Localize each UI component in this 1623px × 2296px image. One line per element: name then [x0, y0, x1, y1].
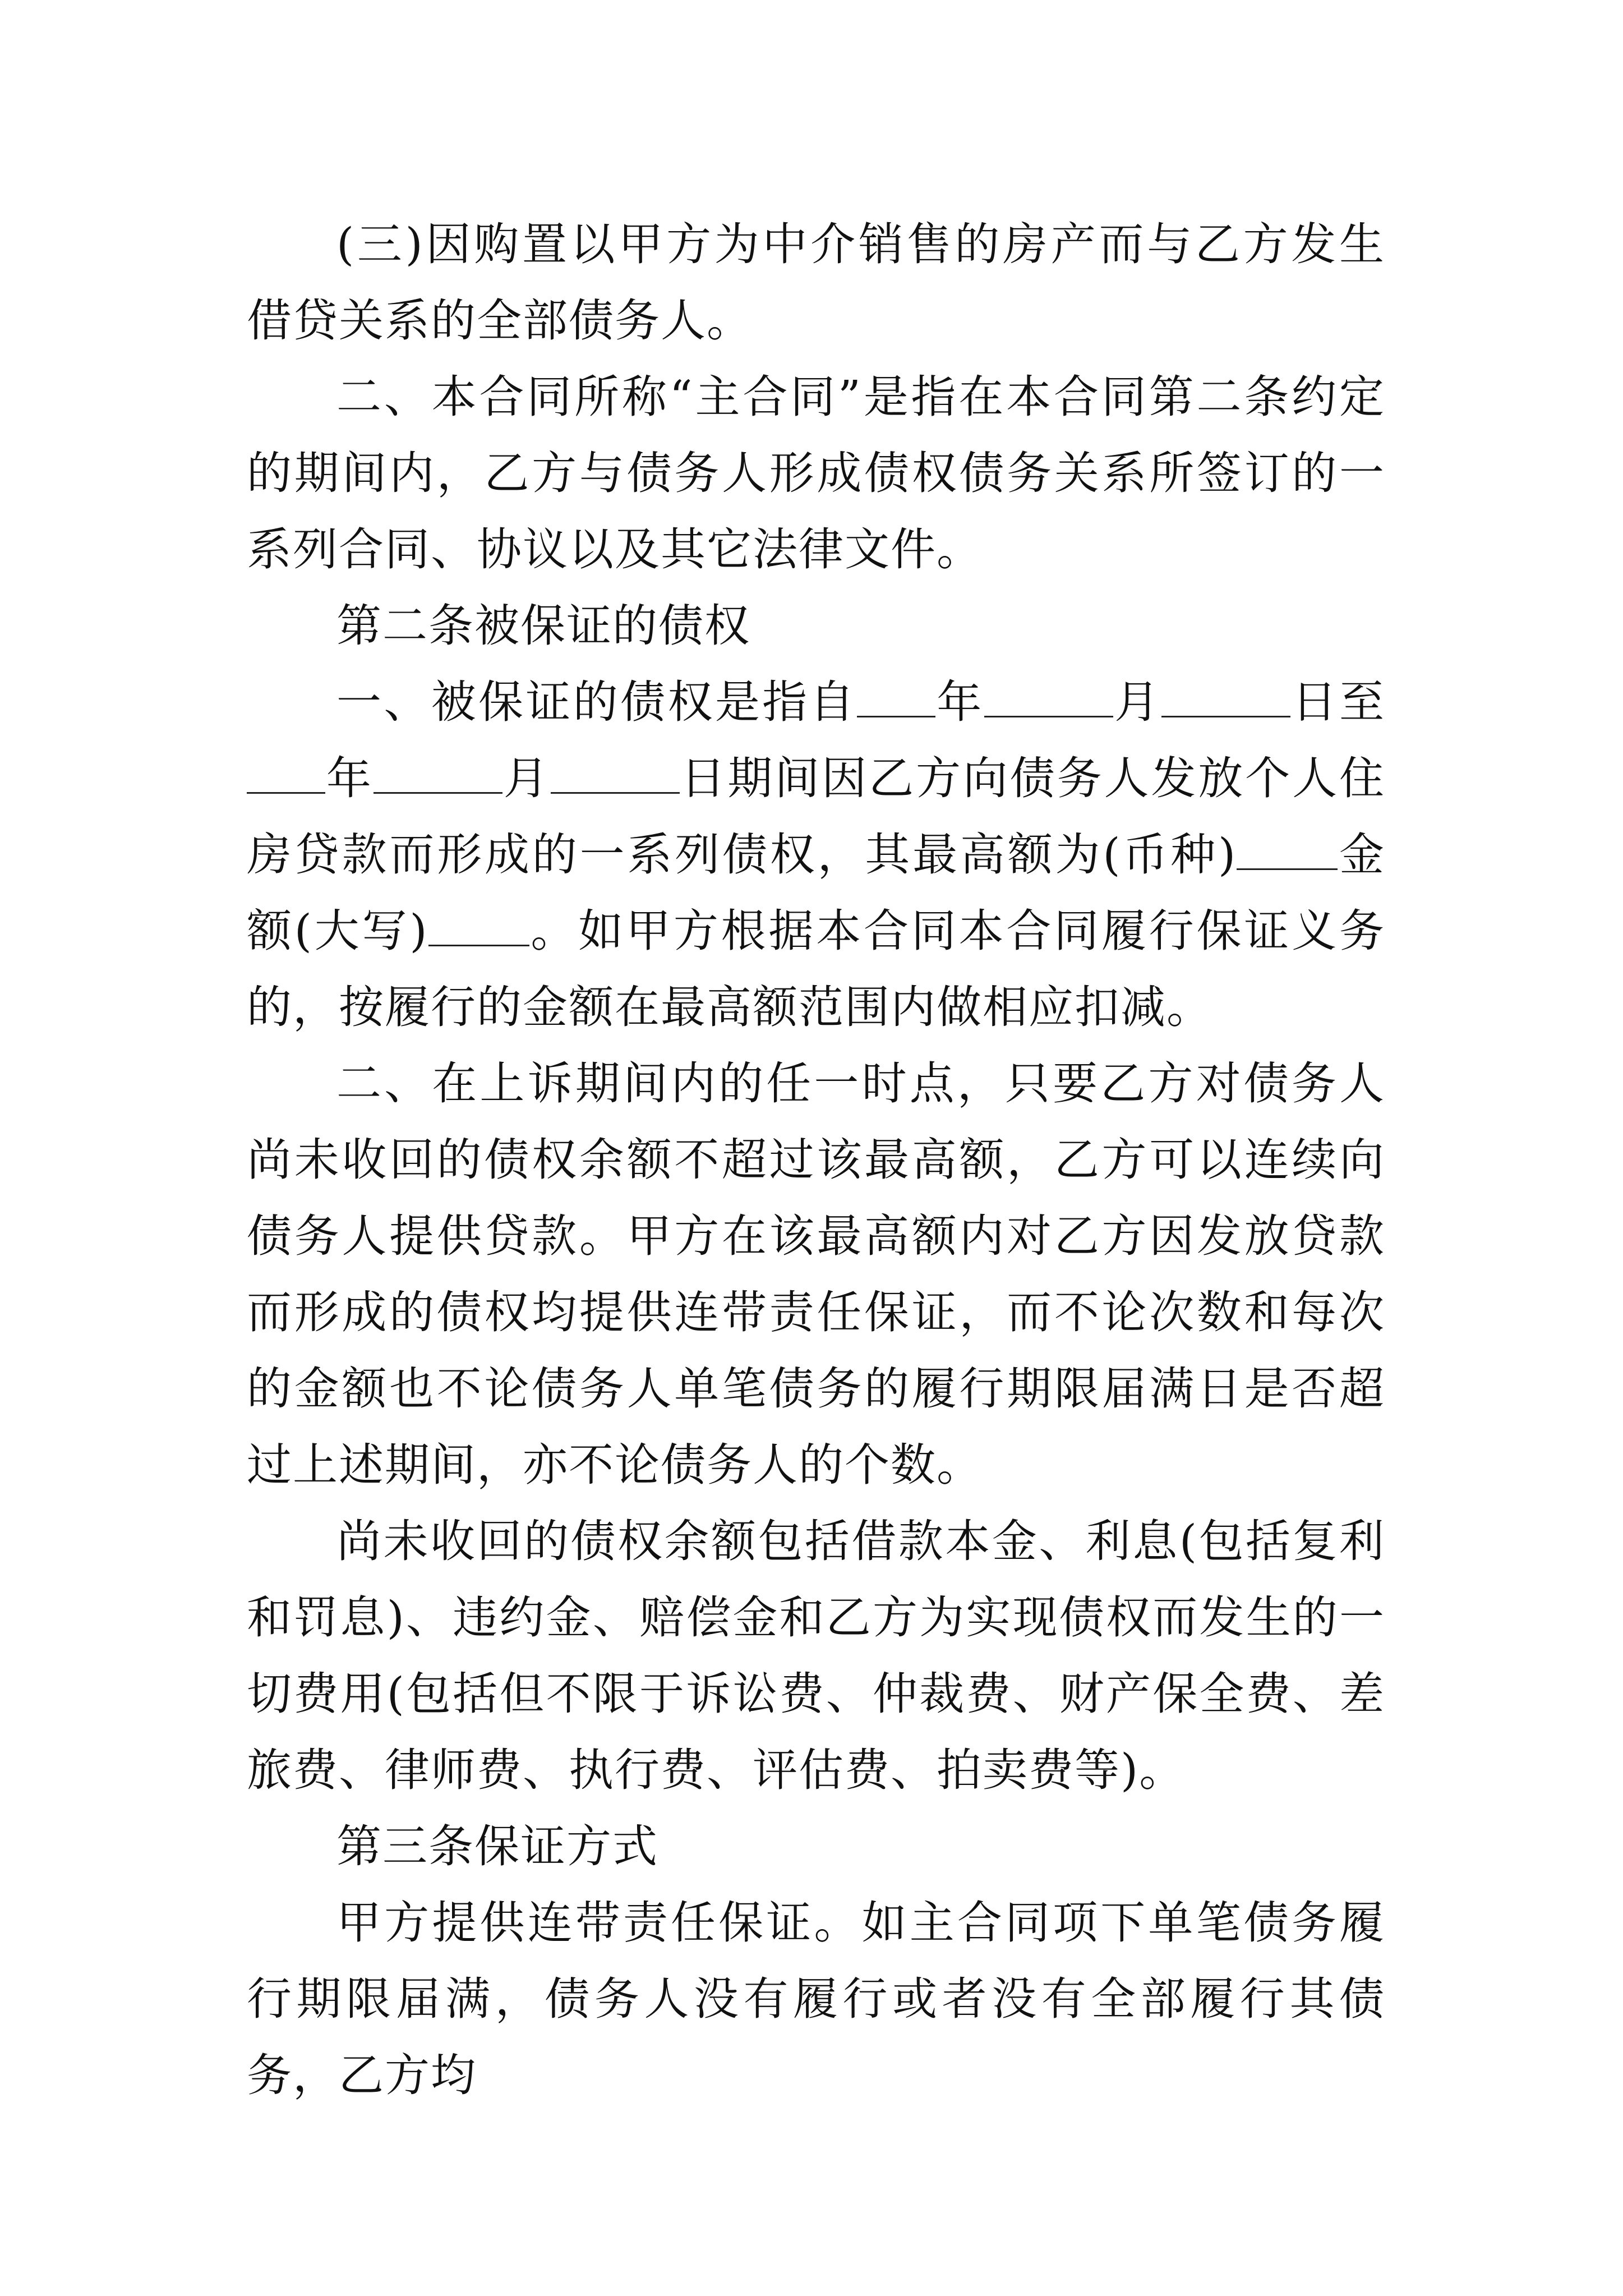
blank-start-month [984, 677, 1113, 717]
claim-period-text-8: 金额(大写) [247, 829, 1386, 957]
claim-period-text-9: 。如甲方根据本合同本合同履行保证义务的，按履行的金额在最高额范围内做相应扣减。 [247, 905, 1386, 1033]
claim-period-text-7: 日期间因乙方向债务人发放个人住房贷款而形成的一系列债权，其最高额为(币种) [247, 752, 1386, 881]
clause-paragraph-main-contract: 二、本合同所称“主合同”是指在本合同第二条约定的期间内，乙方与债务人形成债权债务关系所签订的一系列合同、协议以及其它法律文件。 [247, 371, 1385, 576]
claim-period-text-3: 月 [1113, 676, 1162, 728]
document-page [247, 206, 1385, 2114]
blank-end-day [551, 753, 680, 794]
blank-start-year [857, 677, 935, 717]
clause-paragraph-continuous-loans: 二、在上诉期间内的任一时点，只要乙方对债务人尚未收回的债权余额不超过该最高额，乙方可以连续向债务人提供贷款。甲方在该最高额内对乙方因发放贷款而形成的债权均提供连带责任保证，而不论次数和每次的金额也不论债务人单笔债务的履行期限届满日是否超过上述期间，亦不论债务人的个数。 [247, 1057, 1385, 1491]
clause-paragraph-outstanding-balance: 尚未收回的债权余额包括借款本金、利息(包括复利和罚息)、违约金、赔偿金和乙方为实现债权而发生的一切费用(包括但不限于诉讼费、仲裁费、财产保全费、差旅费、律师费、执行费、评估费、拍卖费等)。 [247, 1515, 1385, 1796]
blank-amount-words [428, 905, 529, 946]
section-heading-guarantee-method: 第三条保证方式 [336, 1820, 658, 1872]
claim-period-text-6: 月 [502, 752, 551, 804]
blank-start-day [1161, 677, 1290, 717]
section-heading-guaranteed-claims: 第二条被保证的债权 [336, 600, 750, 652]
blank-end-year [247, 753, 325, 794]
claim-period-text-4: 日至 [1290, 676, 1386, 728]
claim-period-text-5: 年 [325, 752, 374, 804]
clause-paragraph-claim-period [247, 664, 1385, 1046]
clause-paragraph-joint-liability: 甲方提供连带责任保证。如主合同项下单笔债务履行期限届满，债务人没有履行或者没有全部履行其债务，乙方均 [247, 1897, 1385, 2101]
claim-period-text-1: 一、被保证的债权是指自 [336, 676, 857, 728]
blank-currency [1237, 829, 1338, 870]
blank-end-month [374, 753, 502, 794]
clause-paragraph-debtors: (三)因购置以甲方为中介销售的房产而与乙方发生借贷关系的全部债务人。 [247, 218, 1385, 347]
claim-period-text-2: 年 [935, 676, 984, 728]
